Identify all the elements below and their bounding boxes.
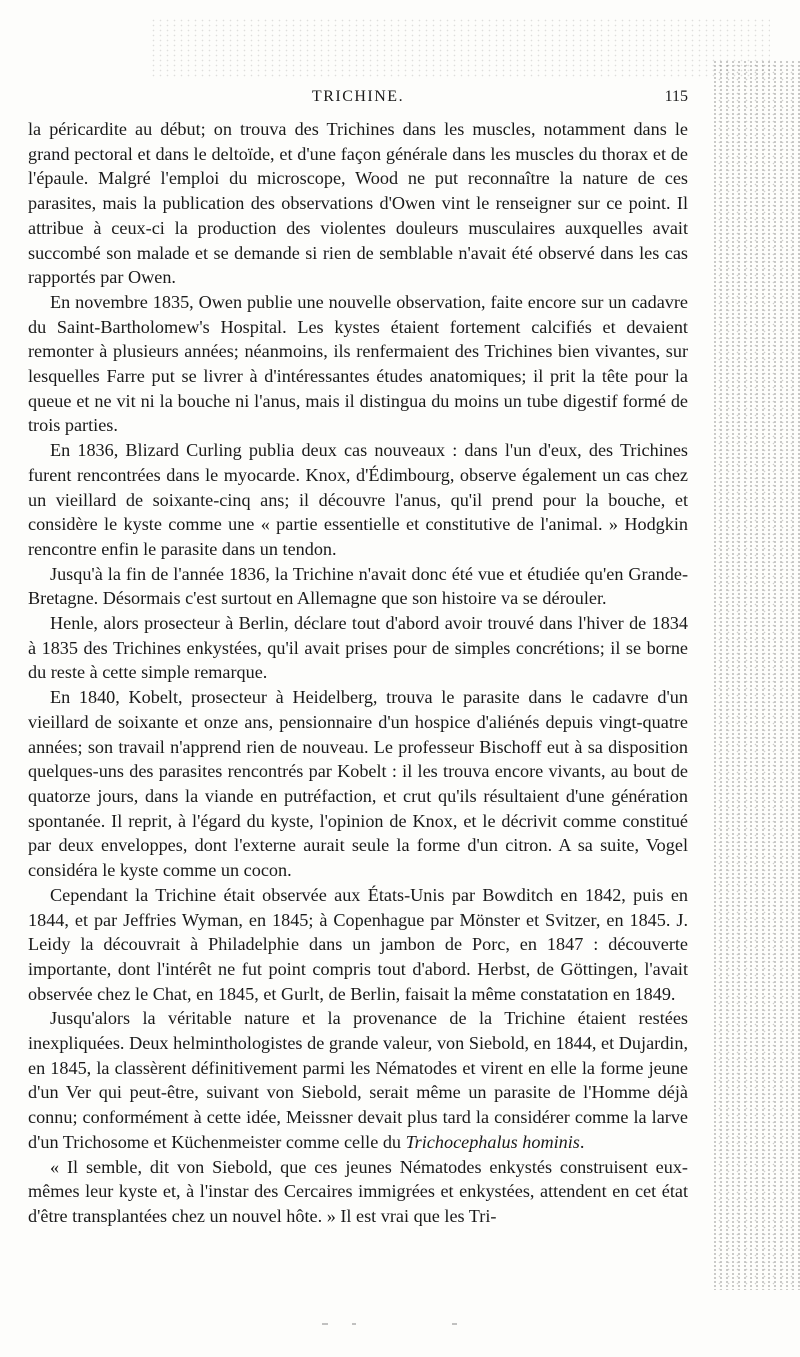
page-number: 115 <box>664 88 688 105</box>
paragraph-3: En 1836, Blizard Curling publia deux cas nouveaux : dans l'un d'eux, des Trichines furent rencontrées dans le myocarde. Knox, d'Édimbourg, observe également un cas chez un vieillard de soixante-cinq ans; il découvre l'anus, qu'il prend pour la bouche, et considère le kyste comme une « partie essentielle et constitutive de l'animal. » Hodgkin rencontre enfin le parasite dans un tendon. <box>28 440 688 559</box>
scan-bottom-marks <box>0 1315 800 1335</box>
paragraph-8 <box>28 1006 688 1154</box>
scan-noise-gutter <box>712 60 800 1290</box>
species-name-italic: Trichocephalus hominis <box>405 1131 580 1152</box>
paragraph-6: En 1840, Kobelt, prosecteur à Heidelberg, trouva le parasite dans le cadavre d'un vieillard de soixante et onze ans, pensionnaire d'un hospice d'aliénés depuis vingt-quatre années; son travail n'apprend rien de nouveau. Le professeur Bischoff eut à sa disposition quelques-uns des parasites rencontrés par Kobelt : il les trouva encore vivants, au bout de quatorze jours, dans la viande en putréfaction, et crut qu'ils résultaient d'une génération spontanée. Il reprit, à l'égard du kyste, l'opinion de Knox, et le décrivit comme constitué par deux enveloppes, dont l'externe aurait seule la forme d'un citron. A sa suite, Vogel considéra le kyste comme un cocon. <box>28 687 688 881</box>
paragraph-2: En novembre 1835, Owen publie une nouvelle observation, faite encore sur un cadavre du Saint-Bartholomew's Hospital. Les kystes étaient fortement calcifiés et devaient remonter à plusieurs années; néanmoins, ils renfermaient des Trichines bien vivantes, sur lesquelles Farre put se livrer à d'intéressantes études anatomiques; il prit la tête pour la queue et ne vit ni la bouche ni l'anus, mais il distingua du moins un tube digestif formé de trois parties. <box>28 291 688 436</box>
paragraph-8-end: . <box>579 1131 585 1152</box>
paragraph-8-text: Jusqu'alors la véritable nature et la provenance de la Trichine étaient restées inexpliquées. Deux helminthologistes de grande valeur, von Siebold, en 1844, et Dujardin, en 1845, la classèrent définitivement parmi les Nématodes et virent en elle la forme jeune d'un Ver qui peut-être, suivant von Siebold, serait même un parasite de l'Homme déjà connu; conformément à cette idée, Meissner devait plus tard la considérer comme la larve d'un Trichosome et Küchenmeister comme celle du <box>28 1008 688 1152</box>
paragraph-9: « Il semble, dit von Siebold, que ces jeunes Nématodes enkystés construisent eux-mêmes leur kyste et, à l'instar des Cercaires immigrées et enkystées, attendent en cet état d'être transplantées chez un nouvel hôte. » Il est vrai que les Tri- <box>28 1156 688 1226</box>
paragraph-4: Jusqu'à la fin de l'année 1836, la Trichine n'avait donc été vue et étudiée qu'en Grande-Bretagne. Désormais c'est surtout en Allemagne que son histoire va se dérouler. <box>28 563 688 609</box>
running-title: TRICHINE. <box>311 88 405 105</box>
scan-noise-top <box>150 18 770 78</box>
page-header <box>28 88 688 114</box>
paragraph-5: Henle, alors prosecteur à Berlin, déclare tout d'abord avoir trouvé dans l'hiver de 1834 à 1835 des Trichines enkystées, qu'il avait prises pour de simples concrétions; il se borne du reste à cette simple remarque. <box>28 613 688 683</box>
paragraph-7: Cependant la Trichine était observée aux États-Unis par Bowditch en 1842, puis en 1844, et par Jeffries Wyman, en 1845; à Copenhague par Mönster et Svitzer, en 1845. J. Leidy la découvrait à Philadelphie dans un jambon de Porc, en 1847 : découverte importante, dont l'intérêt ne fut point compris tout d'abord. Herbst, de Göttingen, l'avait observée chez le Chat, en 1845, et Gurlt, de Berlin, faisait la même constatation en 1849. <box>28 884 688 1004</box>
body-text <box>28 117 688 1229</box>
paragraph-1: la péricardite au début; on trouva des Trichines dans les muscles, notamment dans le grand pectoral et dans le deltoïde, et d'une façon générale dans les muscles du thorax et de l'épaule. Malgré l'emploi du microscope, Wood ne put reconnaître la nature de ces parasites, mais la publication des observations d'Owen vint le renseigner sur ce point. Il attribue à ceux-ci la production des violentes douleurs musculaires auxquelles avait succombé son malade et se demande si rien de semblable n'avait été observé dans les cas rapportés par Owen. <box>28 119 688 288</box>
